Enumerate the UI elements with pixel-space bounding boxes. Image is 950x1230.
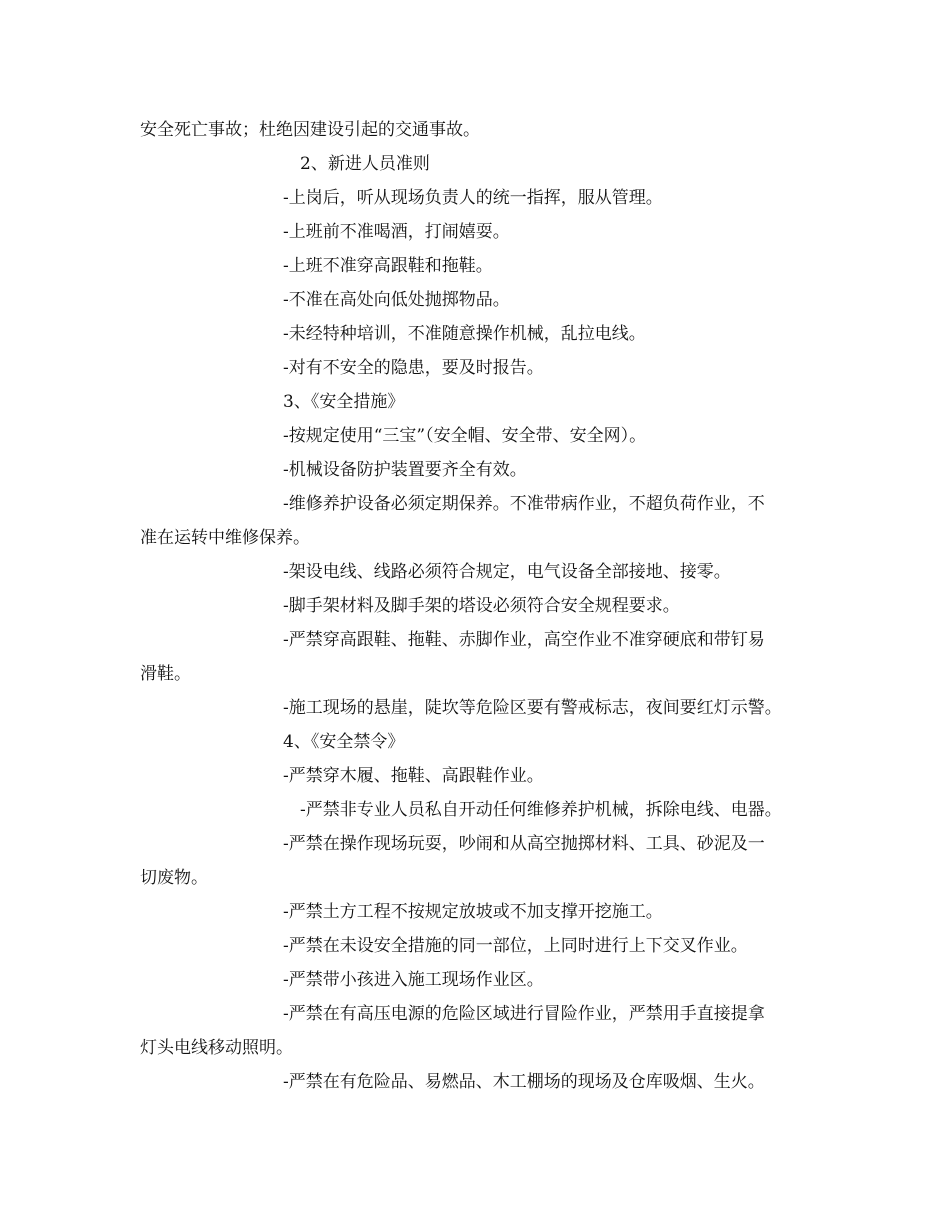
text-line: 切废物。: [140, 868, 208, 888]
text-line: -脚手架材料及脚手架的塔设必须符合安全规程要求。: [283, 596, 680, 616]
text-line: 安全死亡事故；杜绝因建设引起的交通事故。: [140, 120, 480, 140]
section-heading: 2、新进人员准则: [300, 154, 430, 174]
text-line: 滑鞋。: [140, 664, 191, 684]
text-line: -严禁在操作现场玩耍，吵闹和从高空抛掷材料、工具、砂泥及一: [283, 834, 765, 854]
text-line: -对有不安全的隐患，要及时报告。: [283, 358, 544, 378]
text-line: -严禁在未设安全措施的同一部位，上同时进行上下交叉作业。: [283, 936, 748, 956]
text-line: -未经特种培训，不准随意操作机械，乱拉电线。: [283, 324, 646, 344]
text-line: -严禁在有危险品、易燃品、木工棚场的现场及仓库吸烟、生火。: [283, 1072, 765, 1092]
text-line: -严禁土方工程不按规定放坡或不加支撑开挖施工。: [283, 902, 663, 922]
text-line: -机械设备防护装置要齐全有效。: [283, 460, 527, 480]
text-line: -严禁穿高跟鞋、拖鞋、赤脚作业，高空作业不准穿硬底和带钉易: [283, 630, 765, 650]
text-line: 灯头电线移动照明。: [140, 1038, 293, 1058]
text-line: -上班前不准喝酒，打闹嬉耍。: [283, 222, 510, 242]
text-line: -施工现场的悬崖，陡坎等危险区要有警戒标志，夜间要红灯示警。: [283, 698, 782, 718]
text-line: -上岗后，听从现场负责人的统一指挥，服从管理。: [283, 188, 663, 208]
text-line: -上班不准穿高跟鞋和拖鞋。: [283, 256, 493, 276]
text-line: -严禁带小孩进入施工现场作业区。: [283, 970, 544, 990]
section-heading: 3、《安全措施》: [283, 392, 405, 412]
text-line: -严禁在有高压电源的危险区域进行冒险作业，严禁用手直接提拿: [283, 1004, 765, 1024]
text-line: -维修养护设备必须定期保养。不准带病作业，不超负荷作业，不: [283, 494, 765, 514]
section-heading: 4、《安全禁令》: [283, 732, 405, 752]
text-line: -按规定使用“三宝”（安全帽、安全带、安全网）。: [283, 426, 647, 446]
text-line: -严禁穿木履、拖鞋、高跟鞋作业。: [283, 766, 544, 786]
text-line: -架设电线、线路必须符合规定，电气设备全部接地、接零。: [283, 562, 731, 582]
text-line: -严禁非专业人员私自开动任何维修养护机械，拆除电线、电器。: [300, 800, 782, 820]
text-line: 准在运转中维修保养。: [140, 528, 310, 548]
text-line: -不准在高处向低处抛掷物品。: [283, 290, 510, 310]
